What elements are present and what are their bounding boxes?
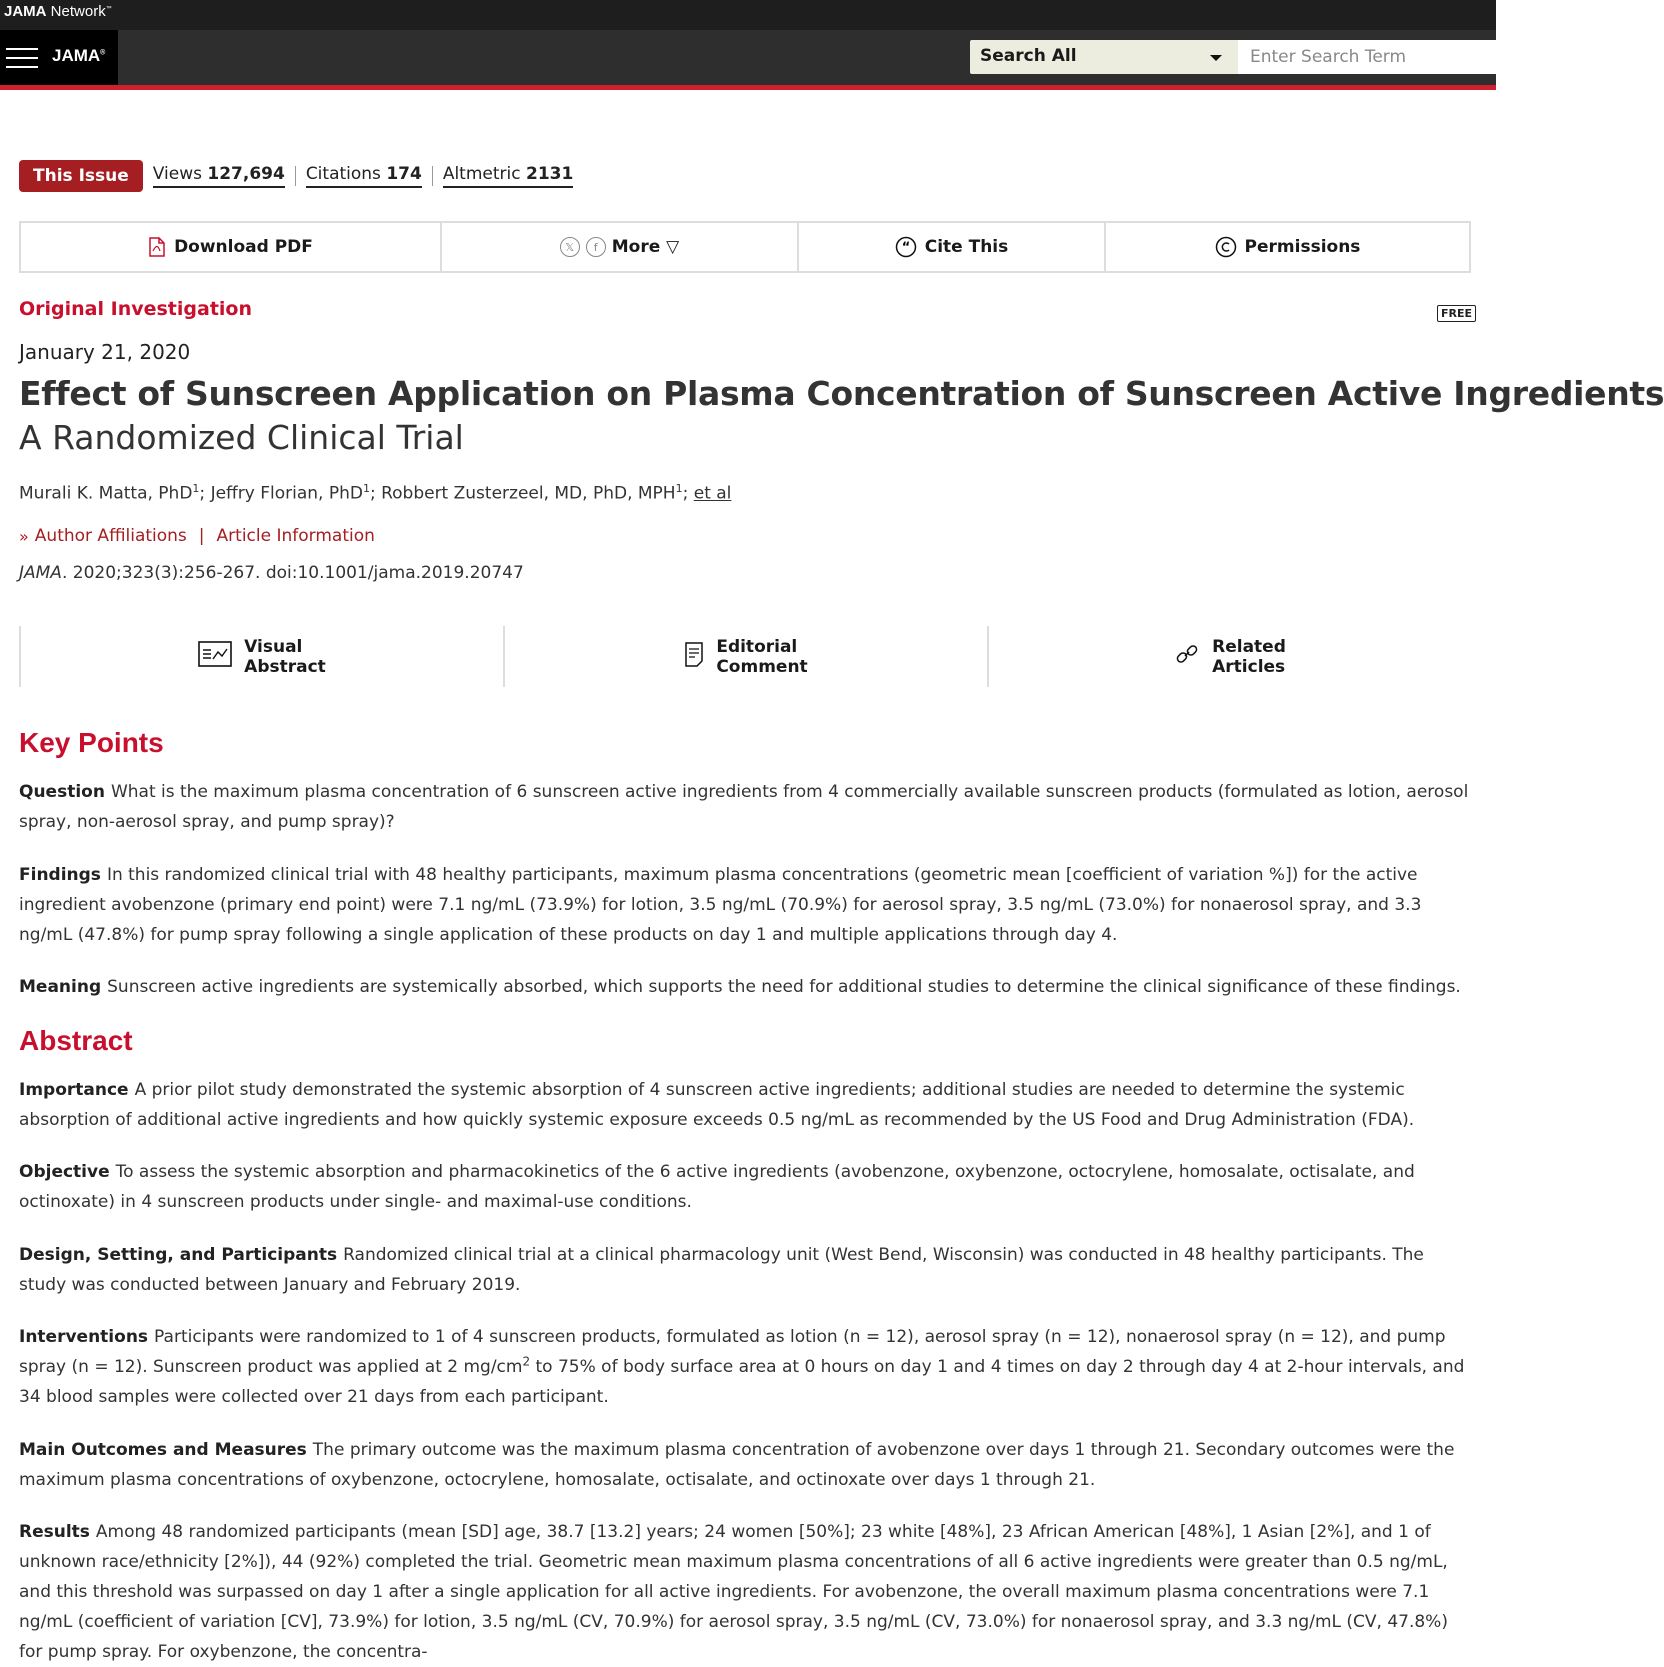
abstract-importance: Importance A prior pilot study demonstrated the systemic absorption of 4 sunscreen active ingredients; additional studies are needed to determine the systemic absorption of additional active ingredients and how quickly systemic exposure exceeds 0.5 ng/mL as recommended by the US Food and Drug Administration (FDA).	[19, 1080, 1415, 1130]
document-icon	[684, 641, 704, 672]
visual-abstract-icon	[198, 641, 232, 672]
download-pdf-label: Download PDF	[174, 237, 313, 257]
et-al-link[interactable]: et al	[693, 483, 732, 504]
author-affiliations-link[interactable]: Author Affiliations	[34, 526, 187, 546]
hamburger-menu-icon[interactable]	[6, 48, 38, 68]
divider	[295, 166, 296, 186]
publication-date: January 21, 2020	[19, 340, 191, 364]
author-list: Murali K. Matta, PhD$^1$; Jeffry Florian, PhD$^1$; Robbert Zusterzeel, MD, PhD, MPH$^1$; et al	[19, 482, 732, 504]
search-scope-select[interactable]	[970, 40, 1238, 74]
altmetric-metric[interactable]: Altmetric 2131	[443, 164, 574, 188]
key-point-question: Question What is the maximum plasma concentration of 6 sunscreen active ingredients from 4 commercially available sunscreen products (formulated as lotion, aerosol spray, non-aerosol spray, and pump spray)?	[19, 782, 1469, 832]
permissions-label: Permissions	[1244, 237, 1361, 257]
download-pdf-button[interactable]	[21, 223, 442, 271]
key-point-meaning: Meaning Sunscreen active ingredients are systemically absorbed, which supports the need for additional studies to determine the clinical significance of these findings.	[19, 977, 1461, 997]
this-issue-button[interactable]: This Issue	[19, 160, 143, 192]
quote-icon	[895, 236, 917, 258]
visual-abstract-tab[interactable]: Visual Abstract	[19, 626, 503, 687]
cite-this-button[interactable]	[799, 223, 1106, 271]
jama-network-logo[interactable]: JAMA Network™	[4, 3, 112, 20]
double-chevron-right-icon: »	[19, 526, 29, 546]
menu-block	[0, 30, 118, 85]
citations-metric[interactable]: Citations 174	[306, 164, 422, 188]
svg-text:“: “	[901, 240, 911, 256]
journal-header	[0, 30, 1496, 90]
key-point-findings: Findings In this randomized clinical trial with 48 healthy participants, maximum plasma concentrations (geometric mean [coefficient of variation %]) for the active ingredient avobenzone (primary end point) were 7.1 ng/mL (73.9%) for lotion, 3.5 ng/mL (70.9%) for aerosol spray, 3.5 ng/mL (73.0%) for nonaerosol spray, and 3.3 ng/mL (47.8%) for pump spray following a single application of these products on day 1 and multiple applications through day 4.	[19, 865, 1422, 945]
x-share-icon[interactable]: 𝕏	[560, 237, 580, 257]
related-articles-tab[interactable]: Related Articles	[987, 626, 1471, 687]
abstract-design: Design, Setting, and Participants Randomized clinical trial at a clinical pharmacology unit (West Bend, Wisconsin) was conducted in 48 healthy participants. The study was conducted between January and February 2019.	[19, 1245, 1424, 1295]
caret-down-icon	[1210, 55, 1222, 61]
search-input[interactable]	[1238, 40, 1496, 74]
free-badge: FREE	[1437, 305, 1476, 322]
more-button[interactable]: More ▽	[611, 237, 680, 257]
divider	[432, 166, 433, 186]
article-title: Effect of Sunscreen Application on Plasma Concentration of Sunscreen Active Ingredients	[19, 374, 1664, 413]
author-name[interactable]: Robbert Zusterzeel, MD, PhD, MPH	[381, 483, 676, 504]
triangle-down-icon: ▽	[666, 237, 680, 257]
abstract-results: Results Among 48 randomized participants (mean [SD] age, 38.7 [13.2] years; 24 women [50%]; 23 white [48%], 23 African American [48%], 1 Asian [2%], and 1 of unknown race/ethnicity [2%]), 44 (92%) completed the trial. Geometric mean maximum plasma concentrations of all 6 active ingredients were greater than 0.5 ng/mL, and this threshold was surpassed on day 1 after a single application for all active ingredients. For avobenzone, the overall maximum plasma concentrations were 7.1 ng/mL (coefficient of variation [CV], 73.9%) for lotion, 3.5 ng/mL (CV, 70.9%) for aerosol spray, 3.5 ng/mL (CV, 73.0%) for nonaerosol spray, and 3.3 ng/mL (CV, 47.8%) for pump spray. For oxybenzone, the concentra-	[19, 1522, 1448, 1662]
views-metric[interactable]: Views 127,694	[153, 164, 285, 188]
abstract-outcomes: Main Outcomes and Measures The primary outcome was the maximum plasma concentration of avobenzone over days 1 through 21. Secondary outcomes were the maximum plasma concentrations of oxybenzone, octocrylene, homosalate, octisalate, and octinoxate over days 1 through 21.	[19, 1440, 1455, 1490]
abstract-objective: Objective To assess the systemic absorption and pharmacokinetics of the 6 active ingredients (avobenzone, oxybenzone, octocrylene, homosalate, octisalate, and octinoxate) in 4 sunscreen products under single- and maximal-use conditions.	[19, 1162, 1415, 1212]
copyright-icon	[1215, 236, 1237, 258]
article-subtitle: A Randomized Clinical Trial	[19, 418, 464, 457]
cite-this-label: Cite This	[924, 237, 1009, 257]
pdf-icon	[148, 237, 166, 257]
facebook-share-icon[interactable]: f	[586, 237, 606, 257]
affiliations-row	[19, 526, 375, 546]
author-name[interactable]: Jeffry Florian, PhD	[210, 483, 363, 504]
link-icon	[1174, 641, 1200, 672]
share-more-group	[442, 223, 799, 271]
abstract-heading: Abstract	[19, 1025, 133, 1056]
article-information-link[interactable]: Article Information	[216, 526, 375, 546]
article-toolbar	[19, 221, 1471, 273]
network-bar	[0, 0, 1496, 30]
search-scope-label: Search All	[980, 46, 1077, 66]
editorial-comment-tab[interactable]: Editorial Comment	[503, 626, 987, 687]
citation-line: JAMA. 2020;323(3):256-267. doi:10.1001/jama.2019.20747	[19, 563, 524, 583]
divider: |	[198, 526, 205, 546]
permissions-button[interactable]	[1106, 223, 1469, 271]
article-type: Original Investigation	[19, 298, 252, 320]
related-content-tabs	[19, 626, 1471, 687]
author-name[interactable]: Murali K. Matta, PhD	[19, 483, 193, 504]
abstract-interventions: Interventions Participants were randomized to 1 of 4 sunscreen products, formulated as lotion (n = 12), aerosol spray (n = 12), nonaerosol spray (n = 12), and pump spray (n = 12). Sunscreen product was applied at 2 $mg/cm^2$ to 75% of body surface area at 0 hours on day 1 and 4 times on day 2 through day 4 at 2-hour intervals, and 34 blood samples were collected over 21 days from each participant.	[19, 1327, 1465, 1407]
key-points-heading: Key Points	[19, 727, 164, 758]
article-metrics	[19, 158, 573, 193]
journal-logo[interactable]: JAMA®	[52, 46, 106, 65]
